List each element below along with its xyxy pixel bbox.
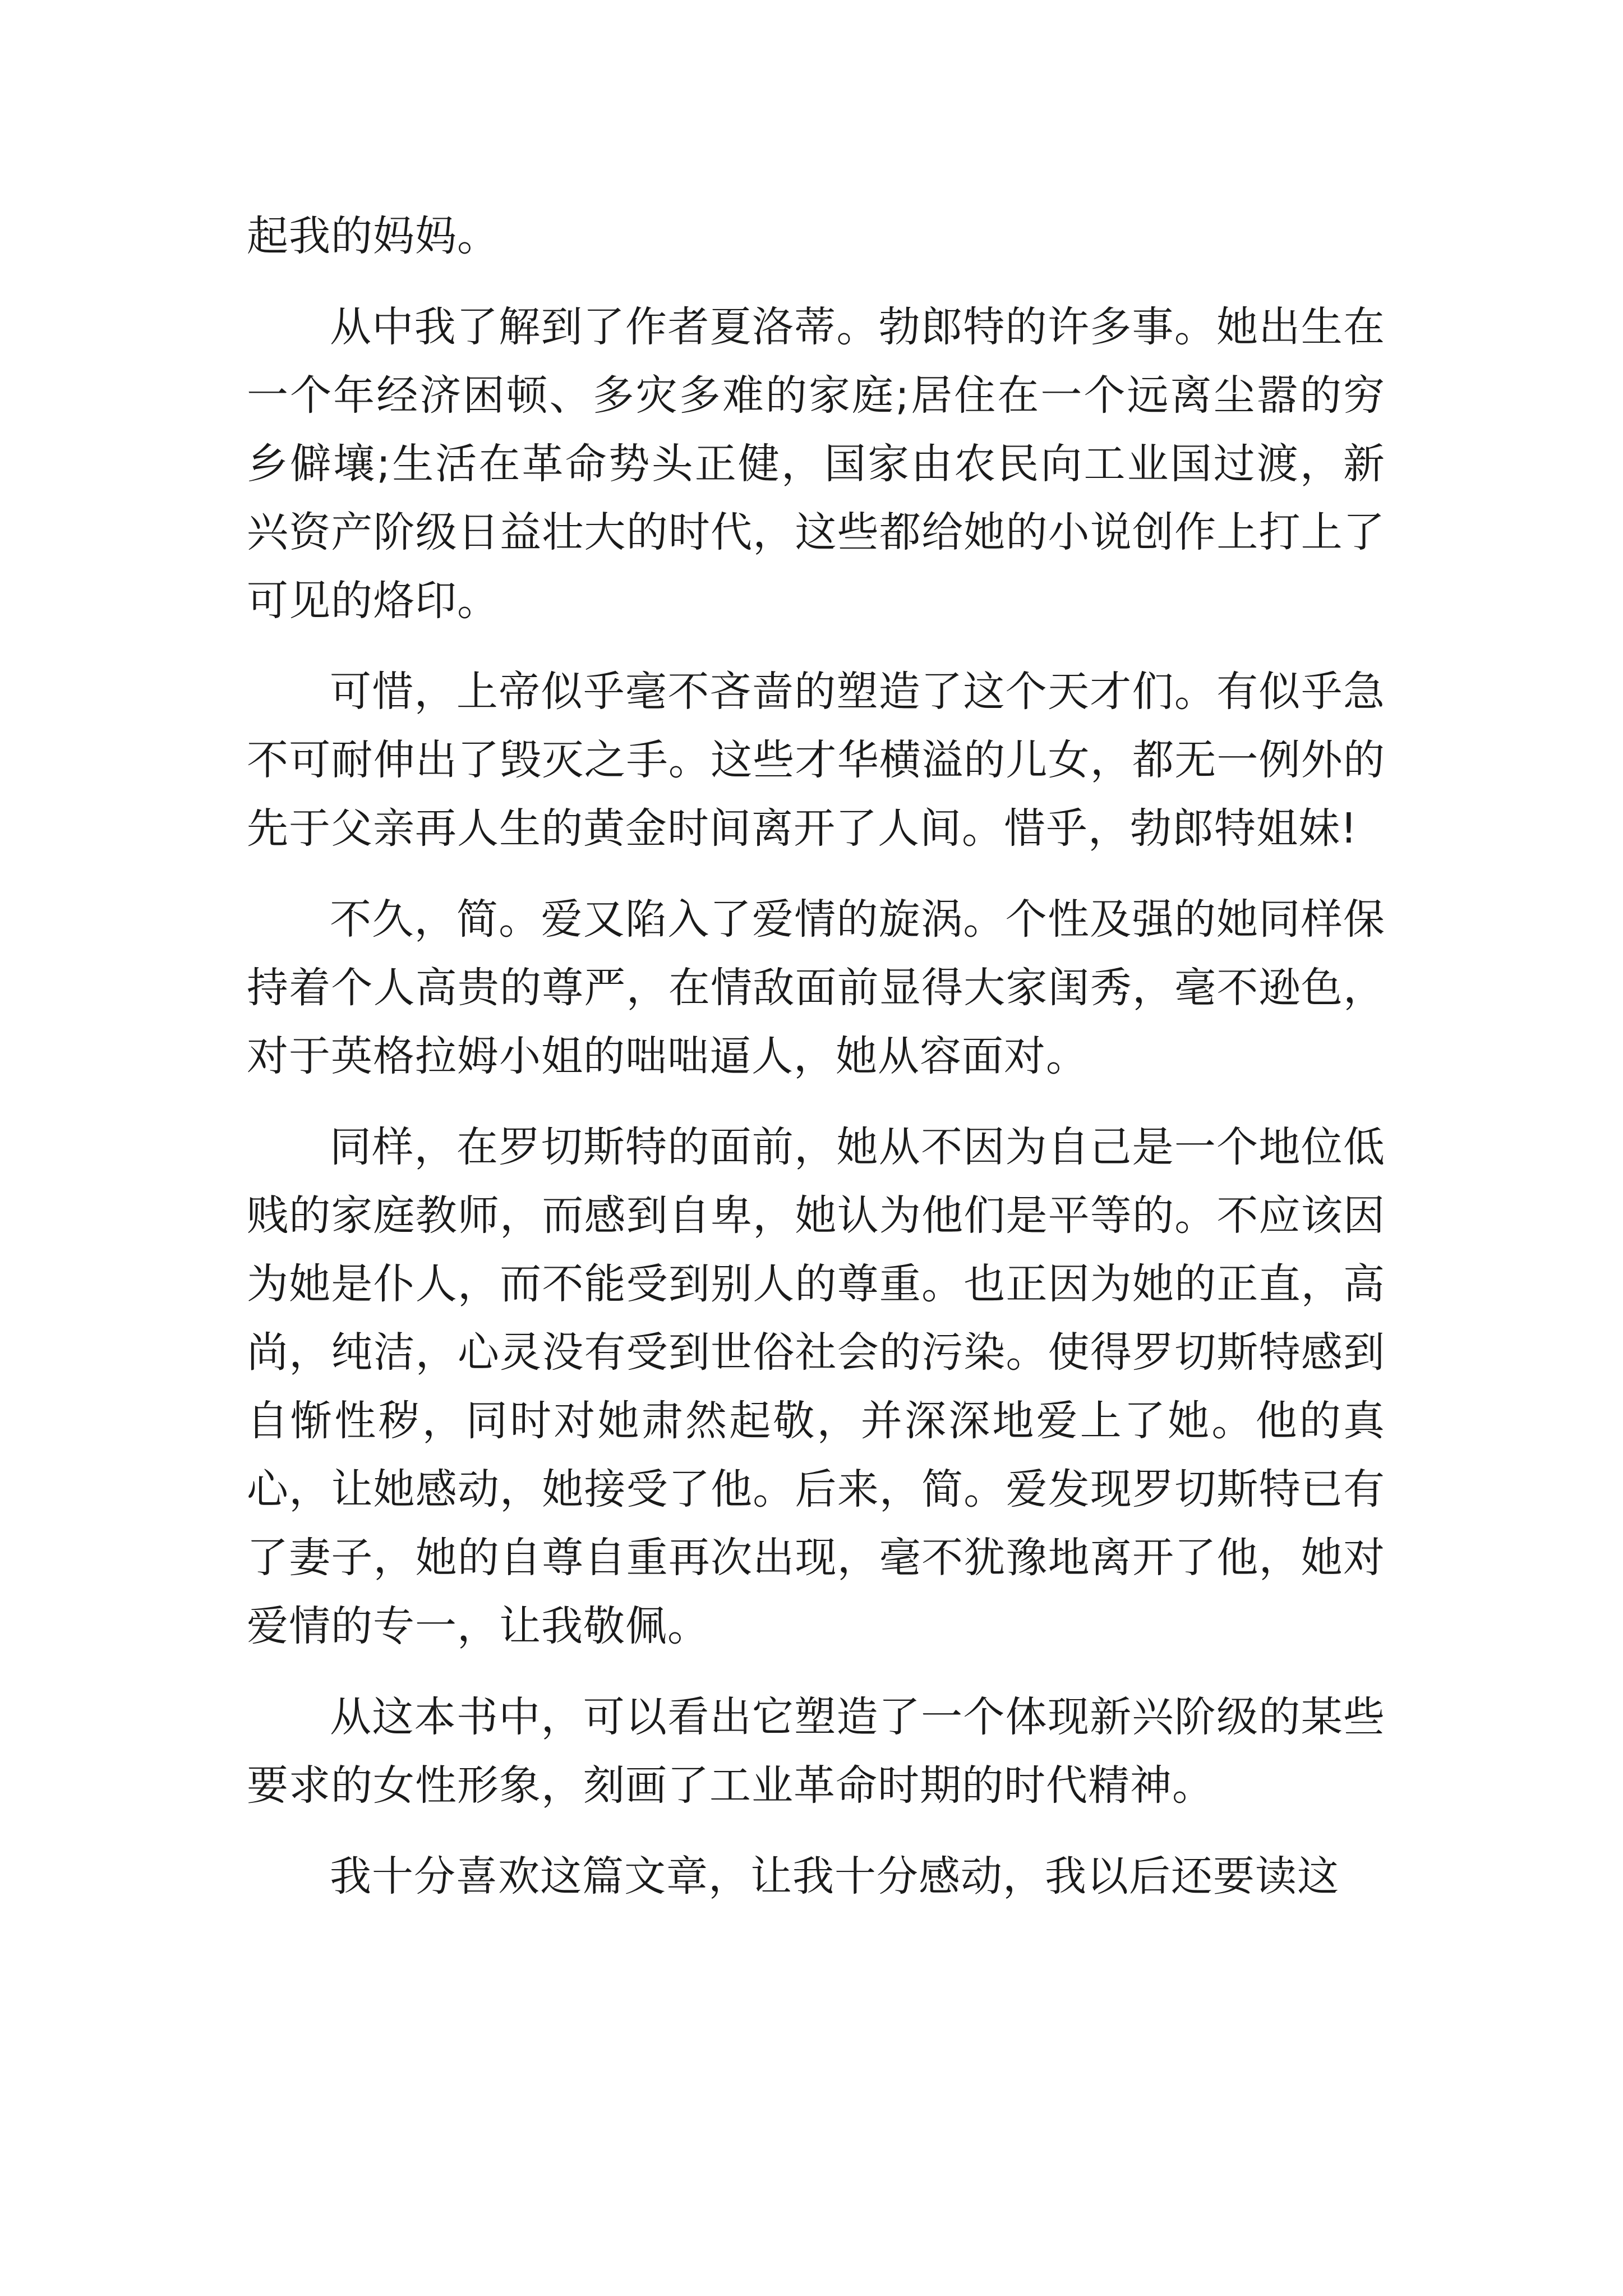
paragraph: 从这本书中，可以看出它塑造了一个体现新兴阶级的某些要求的女性形象，刻画了工业革命时期的时代精神。 [247, 1693, 1385, 1810]
paragraph: 从中我了解到了作者夏洛蒂。勃郎特的许多事。她出生在一个年经济困顿、多灾多难的家庭;居住在一个远离尘嚣的穷乡僻壤;生活在革命势头正健，国家由农民向工业国过渡，新兴资产阶级日益壮大的时代，这些都给她的小说创作上打上了可见的烙印。 [247, 303, 1385, 625]
paragraph: 可惜，上帝似乎毫不吝啬的塑造了这个天才们。有似乎急不可耐伸出了毁灭之手。这些才华横溢的儿女，都无一例外的先于父亲再人生的黄金时间离开了人间。惜乎，勃郎特姐妹! [247, 668, 1385, 853]
paragraph: 不久，简。爱又陷入了爱情的旋涡。个性及强的她同样保持着个人高贵的尊严，在情敌面前显得大家闺秀，毫不逊色，对于英格拉姆小姐的咄咄逼人，她从容面对。 [247, 895, 1385, 1080]
paragraph: 我十分喜欢这篇文章，让我十分感动，我以后还要读这 [330, 1852, 1339, 1901]
body-text [247, 202, 1385, 1933]
paragraph: 同样，在罗切斯特的面前，她从不因为自己是一个地位低贱的家庭教师，而感到自卑，她认为他们是平等的。不应该因为她是仆人，而不能受到别人的尊重。也正因为她的正直，高尚，纯洁，心灵没有受到世俗社会的污染。使得罗切斯特感到自惭性秽，同时对她肃然起敬，并深深地爱上了她。他的真心，让她感动，她接受了他。后来，简。爱发现罗切斯特已有了妻子，她的自尊自重再次出现，毫不犹豫地离开了他，她对爱情的专一，让我敬佩。 [247, 1123, 1385, 1650]
paragraph-continued: 起我的妈妈。 [247, 212, 499, 260]
